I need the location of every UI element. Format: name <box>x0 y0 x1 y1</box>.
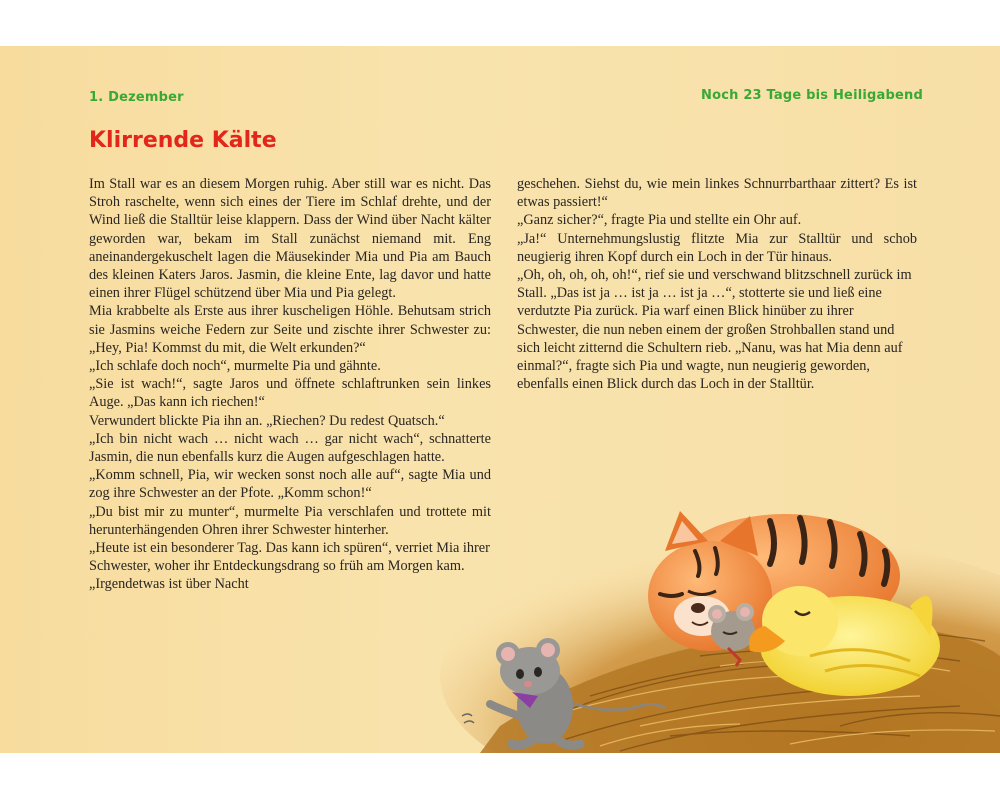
paragraph: Im Stall war es an diesem Morgen ruhig. Aber still war es nicht. Das Stroh raschelte, wenn sich eines der Tiere im Schlaf drehte, und der Wind ließ die Stalltür leise klappern. Dass der Wind über Nacht kälter geworden war, bekam im Stall zunächst niemand mit. Eng aneinandergekuschelt lagen die Mäusekinder Mia und Pia am Bauch des kleinen Katers Jaros. Jasmin, die kleine Ente, lag davor und hatte einen ihrer Flügel schützend über Mia und Pia gelegt. <box>89 176 491 302</box>
paragraph: „Heute ist ein besonderer Tag. Das kann ich spüren“, verriet Mia ihrer Schwester, woher ihr Entdeckungsdrang so früh am Morgen kam. „Irgendetwas ist über Nacht <box>89 540 490 593</box>
paragraph: „Sie ist wach!“, sagte Jaros und öffnete schlaftrunken sein linkes Auge. „Das kann ich riechen!“ <box>89 376 491 411</box>
sleeping-animals-illustration <box>440 426 1000 753</box>
paragraph: Mia krabbelte als Erste aus ihrer kuscheligen Höhle. Behutsam strich sie Jasmins weiche Federn zur Seite und zischte ihrer Schwester zu: „Hey, Pia! Kommst du mit, die Welt erkunden?“ <box>89 303 491 356</box>
paragraph: Verwundert blickte Pia ihn an. „Riechen? Du redest Quatsch.“ <box>89 412 445 429</box>
page-date-header: 1. Dezember <box>89 90 184 105</box>
paragraph: „Ich bin nicht wach … nicht wach … gar nicht wach“, schnatterte Jasmin, die nun ebenfalls kurz die Augen aufgeschlagen hatte. <box>89 430 491 466</box>
paragraph: „Ja!“ Unternehmungslustig flitzte Mia zur Stalltür und schob neugierig ihren Kopf durch ein Loch in der Tür hinaus. <box>517 230 917 265</box>
story-title: Klirrende Kälte <box>89 128 277 153</box>
paragraph: „Oh, oh, oh, oh, oh!“, rief sie und verschwand blitzschnell zurück im Stall. „Das ist ja … ist ja … ist ja …“, stotterte sie und ließ eine verdutzte Pia zurück. Pia warf einen Blick hinüber zu ihrer Schwester, die nun neben einem der großen Strohballen stand und sich leicht zitternd die Schultern rieb. „Nanu, was hat Mia denn auf einmal?“, fragte sich Pia und wagte, nun neugierig geworden, ebenfalls einen Blick durch das Loch in der Stalltür. <box>517 267 912 393</box>
paragraph: „Ganz sicher?“, fragte Pia und stellte ein Ohr auf. <box>517 212 802 229</box>
book-page <box>0 46 1000 753</box>
text-column-right <box>517 175 917 393</box>
paragraph: „Komm schnell, Pia, wir wecken sonst noch alle auf“, sagte Mia und zog ihre Schwester an der Pfote. „Komm schon!“ <box>89 467 491 502</box>
paragraph: geschehen. Siehst du, wie mein linkes Schnurrbarthaar zittert? Es ist etwas passiert!“ <box>517 176 917 211</box>
text-column-left <box>89 175 491 594</box>
paragraph: „Ich schlafe doch noch“, murmelte Pia und gähnte. <box>89 358 381 375</box>
paragraph: „Du bist mir zu munter“, murmelte Pia verschlafen und trottete mit herunterhängenden Ohren ihrer Schwester hinterher. <box>89 503 491 538</box>
countdown-header: Noch 23 Tage bis Heiligabend <box>701 88 923 103</box>
